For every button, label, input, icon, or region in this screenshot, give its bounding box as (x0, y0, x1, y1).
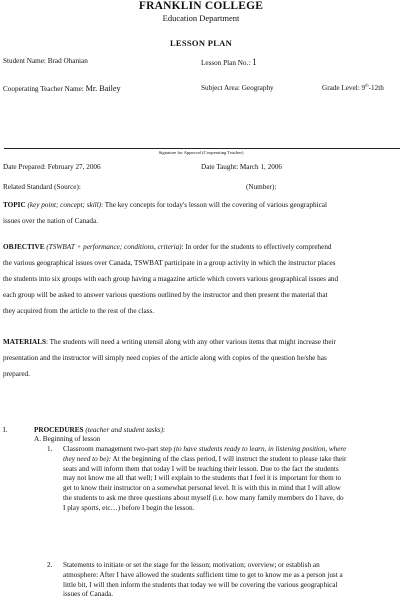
number-label: (Number): (246, 183, 277, 191)
subject-area-value: Geography (241, 84, 274, 92)
student-name-value: Brad Ohanian (47, 57, 88, 65)
topic-hint: (key point; concept; skill) (27, 201, 102, 209)
date-prepared-row (3, 163, 101, 171)
item-2-text (63, 561, 399, 600)
grade-level-row (322, 84, 384, 92)
document-title: LESSON PLAN (169, 38, 233, 48)
procedures-heading-row (34, 426, 165, 434)
coop-teacher-label: Cooperating Teacher Name: (3, 85, 84, 93)
date-taught-row (201, 163, 282, 171)
lesson-plan-no-value: 1 (252, 57, 257, 67)
topic-line-2: issues over the nation of Canada. (3, 217, 99, 225)
item-2-line-3: little bit, I will then inform the students that today we will be covering the various geographical (63, 580, 338, 589)
student-name-label: Student Name: (3, 57, 46, 65)
item-2-line-2: atmosphere: After I have allowed the students sufficient time to get to know me as a person just a (63, 570, 343, 579)
topic-line-1: : The key concepts for today's lesson will the covering of various geographical (101, 201, 327, 209)
materials-line-2: presentation and the instructor will simply need copies of the article along with copies of the question he/she has (3, 354, 327, 362)
coop-teacher-row (3, 84, 121, 93)
date-taught-value: March 1, 2006 (239, 163, 283, 171)
grade-level-rest: -12th (368, 84, 384, 92)
lesson-plan-no-row (201, 57, 257, 67)
item-1-line-5: get to know their instructor on a somewhat personal level. It is with this in mind that I will allow (63, 484, 341, 493)
procedures-hint: (teacher and student tasks) (85, 426, 163, 434)
student-name-row (3, 57, 88, 65)
grade-level-sup: th (365, 82, 369, 88)
item-1-line-2: At the beginning of the class period, I will instruct the student to please take their (111, 454, 347, 463)
item-2-number: 2. (47, 561, 53, 569)
signature-line (4, 148, 400, 149)
item-1-line-2-italic: they need to be): (63, 454, 112, 463)
department-name: Education Department (162, 13, 240, 23)
sub-a-beginning: A. Beginning of lesson (34, 435, 101, 443)
materials-heading: MATERIALS (3, 338, 46, 346)
procedures-heading: PROCEDURES (34, 426, 84, 434)
college-name: FRANKLIN COLLEGE (138, 0, 264, 12)
item-1-line-1: Classroom management two-part step (63, 445, 174, 453)
objective-hint: (TSWBAT + performance; conditions, criteria) (46, 243, 182, 251)
date-prepared-label: Date Prepared: (3, 163, 46, 171)
procedures-roman: I. (3, 426, 8, 434)
item-2-line-1: Statements to initiate or set the stage for the lesson; motivation; overview; or establish an (63, 561, 320, 569)
date-taught-label: Date Taught: (201, 163, 239, 171)
date-prepared-value: February 27, 2006 (47, 163, 101, 171)
item-1-line-4: may not know me all that well; I will explain to the students that I feel it is important for them to (63, 474, 342, 483)
objective-heading: OBJECTIVE (3, 243, 45, 251)
item-1-line-6: the students to ask me three questions about myself (i.e. how many family members do I have, do (63, 493, 344, 502)
item-1-text (63, 445, 399, 514)
objective-line-4: each group will be asked to answer various questions outlined by the instructor and then present the material that (3, 291, 328, 299)
grade-level-label: Grade Level: (322, 84, 360, 92)
lesson-plan-no-label: Lesson Plan No.: (201, 59, 251, 67)
item-1-number: 1. (47, 445, 53, 453)
item-1-line-1-italic: (to have students ready to learn, in listening position, where (173, 445, 347, 453)
materials-line-1: : The students will need a writing utensil along with any other various items that might increase their (46, 338, 336, 346)
objective-line-1: : In order for the students to effectively comprehend (181, 243, 332, 251)
grade-level-num: 9 (361, 84, 366, 92)
materials-line-3: prepared. (3, 370, 30, 378)
topic-heading: TOPIC (3, 201, 26, 209)
subject-area-label: Subject Area: (201, 84, 240, 92)
subject-area-row (201, 84, 274, 92)
objective-line-2: the various geographical issues over Canada, TSWBAT participate in a group activity in which the instructor places (3, 259, 336, 267)
coop-teacher-value: Mr. Bailey (85, 84, 121, 93)
related-standard: Related Standard (Source): (3, 183, 81, 191)
item-1-line-7: I play sports, etc…) before I begin the lesson. (63, 503, 195, 512)
item-1-line-3: seats and will inform them that today I will be teaching their lesson. Due to the fact the students (63, 464, 339, 473)
topic-section (3, 201, 399, 233)
objective-line-3: the students into six groups with each group having a magazine article which covers various geographical issues and (3, 275, 339, 283)
item-2-line-4: issues of Canada. (63, 590, 114, 599)
objective-line-5: they acquired from the article to the rest of the class. (3, 307, 155, 315)
materials-section (3, 338, 399, 386)
objective-section (3, 243, 399, 323)
procedures-colon: : (162, 426, 165, 434)
signature-caption: Signature for Approval (Cooperating Teacher) (158, 150, 244, 155)
